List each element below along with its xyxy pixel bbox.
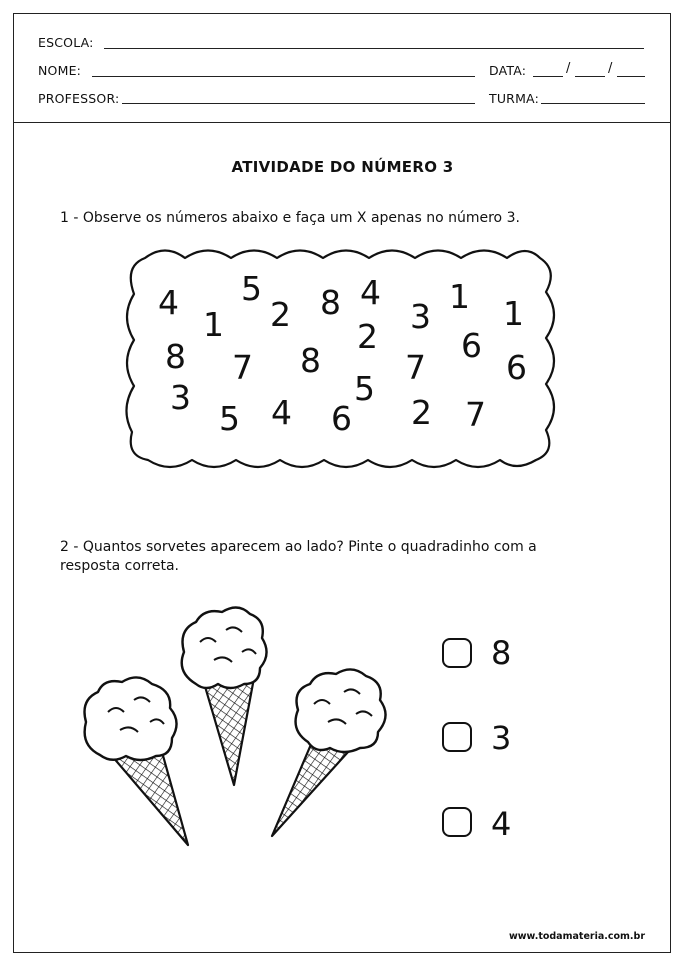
number-6[interactable]: 6 [331, 399, 352, 438]
number-7[interactable]: 7 [232, 348, 253, 387]
date-label: DATA: [489, 63, 527, 78]
ice-cream-icon [182, 607, 267, 785]
number-2[interactable]: 2 [357, 317, 378, 356]
answer-option-3: 3 [491, 719, 512, 757]
page-title: ATIVIDADE DO NÚMERO 3 [231, 158, 454, 176]
number-3[interactable]: 3 [410, 297, 431, 336]
school-label: ESCOLA: [38, 35, 94, 50]
footer-website: www.todamateria.com.br [508, 931, 645, 942]
answer-option-8: 8 [491, 634, 512, 672]
number-1[interactable]: 1 [449, 277, 470, 316]
number-2[interactable]: 2 [270, 295, 291, 334]
number-8[interactable]: 8 [300, 341, 321, 380]
answer-checkbox-3[interactable] [442, 722, 472, 752]
question-2-text-line1: 2 - Quantos sorvetes aparecem ao lado? Pinte o quadradinho com a [60, 539, 537, 555]
teacher-label: PROFESSOR: [38, 91, 120, 106]
number-4[interactable]: 4 [271, 393, 292, 432]
number-1[interactable]: 1 [503, 294, 524, 333]
class-label: TURMA: [489, 91, 539, 106]
number-6[interactable]: 6 [461, 326, 482, 365]
number-5[interactable]: 5 [241, 269, 262, 308]
number-1[interactable]: 1 [203, 305, 224, 344]
number-7[interactable]: 7 [465, 395, 486, 434]
date-separator: / [608, 61, 613, 76]
answer-checkbox-4[interactable] [442, 807, 472, 837]
number-3[interactable]: 3 [170, 378, 191, 417]
ice-cream-icon [85, 677, 189, 845]
name-label: NOME: [38, 63, 82, 78]
number-5[interactable]: 5 [354, 369, 375, 408]
date-separator: / [566, 61, 571, 76]
number-8[interactable]: 8 [165, 337, 186, 376]
ice-cream-icon [272, 669, 386, 836]
number-4[interactable]: 4 [158, 283, 179, 322]
number-2[interactable]: 2 [411, 393, 432, 432]
number-5[interactable]: 5 [219, 399, 240, 438]
answer-checkbox-8[interactable] [442, 638, 472, 668]
number-4[interactable]: 4 [360, 273, 381, 312]
number-6[interactable]: 6 [506, 348, 527, 387]
question-2-text-line2: resposta correta. [60, 558, 179, 574]
number-8[interactable]: 8 [320, 283, 341, 322]
number-7[interactable]: 7 [405, 348, 426, 387]
question-1-text: 1 - Observe os números abaixo e faça um X apenas no número 3. [60, 210, 520, 226]
answer-option-4: 4 [491, 805, 512, 843]
